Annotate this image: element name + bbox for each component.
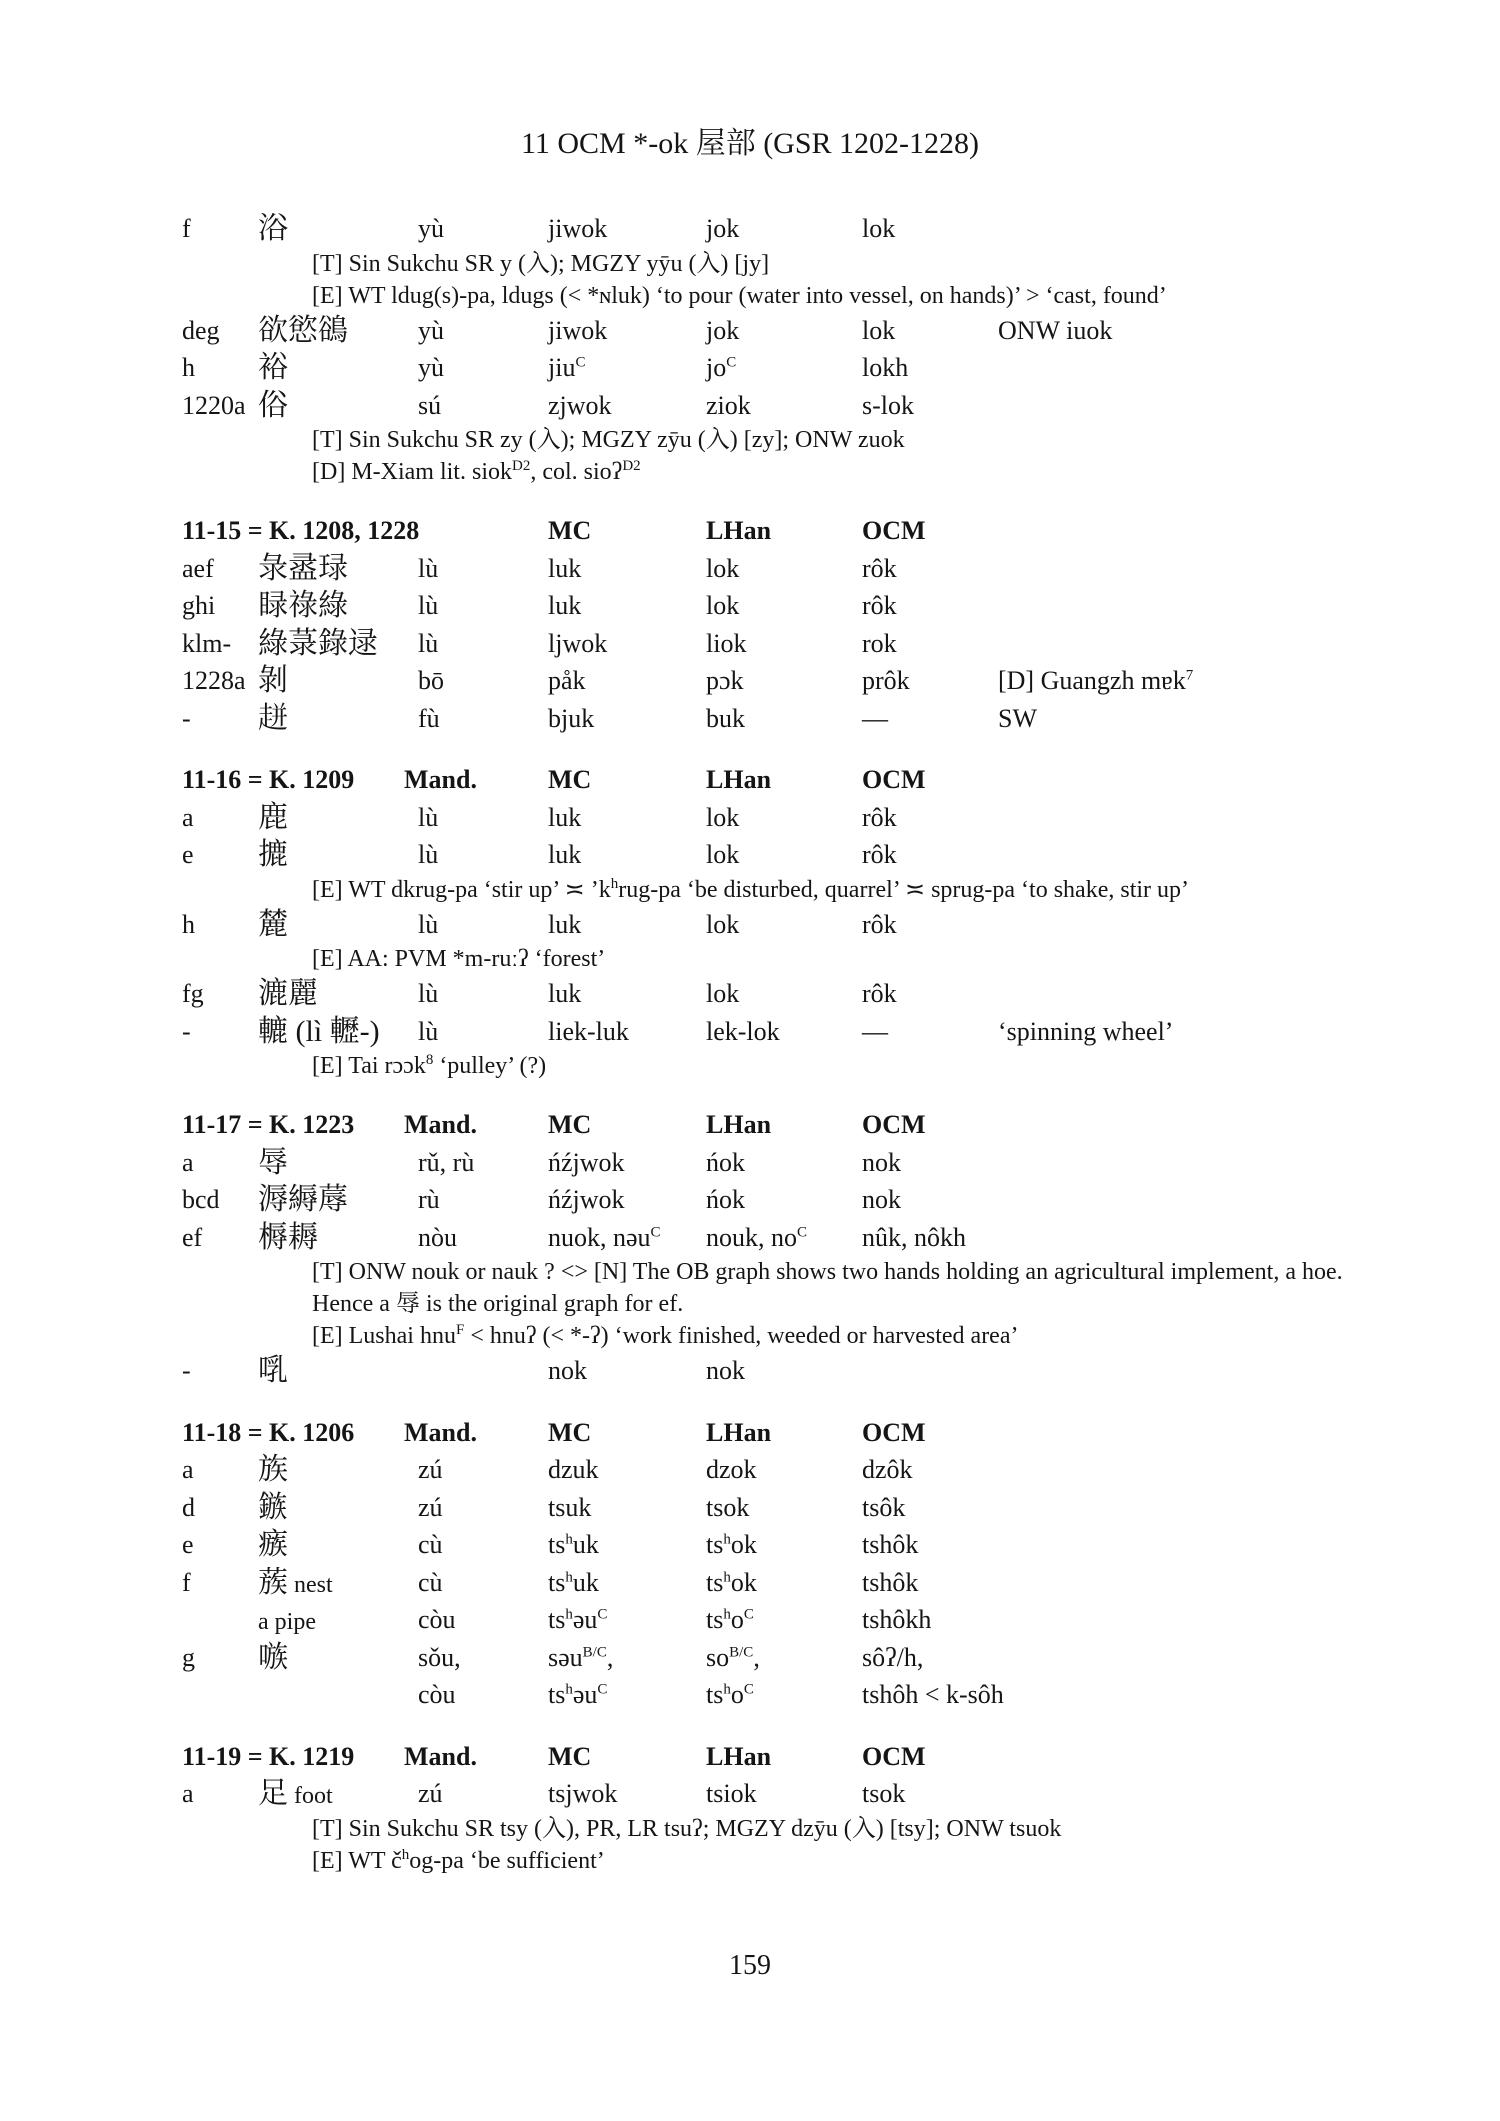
- entry-characters: [258, 1181, 348, 1219]
- entry-glyphs: 漉麗: [258, 977, 318, 1010]
- mandarin-reading: lù: [418, 591, 439, 620]
- entry-row: [182, 312, 1382, 350]
- entry-note: [T] Sin Sukchu SR tsy (入), PR, LR tsuʔ; MGZY dzȳu (入) [tsy]; ONW tsuok: [312, 1815, 1062, 1842]
- column-head-lhan: LHan: [706, 1741, 772, 1771]
- column-head-mc: MC: [548, 1741, 592, 1771]
- entry-id: f: [182, 1567, 191, 1597]
- entry-glyphs: 辱: [258, 1145, 288, 1179]
- old-chinese: nûk, nôkh: [862, 1222, 966, 1252]
- later-han: ziok: [706, 390, 751, 420]
- entry-note: [D] M-Xiam lit. siok$^{D2}$, col. sioʔ$^{D2}$: [312, 458, 641, 485]
- entry-row: [182, 1676, 1382, 1714]
- mandarin-reading: lù: [418, 979, 439, 1008]
- entry-note: [E] WT ldug(s)-pa, ldugs (< *ɴluk) ‘to pour (water into vessel, on hands)’ > ‘cast, found’: [312, 282, 1167, 309]
- later-han: ńok: [706, 1185, 745, 1214]
- middle-chinese: nuok, nəu$^C$: [548, 1222, 661, 1252]
- old-chinese: s-lok: [862, 390, 914, 420]
- entry-characters: [258, 700, 288, 738]
- karlgren-reference: = K. 1209: [241, 765, 355, 794]
- entry-id: f: [182, 214, 191, 243]
- column-head-mc: MC: [548, 516, 592, 545]
- series-number: 11-15: [182, 516, 242, 545]
- entry-row: [182, 799, 1382, 837]
- old-chinese: lok: [862, 214, 896, 243]
- entry-row: [182, 625, 1382, 663]
- entry-id: a: [182, 1779, 194, 1808]
- middle-chinese: luk: [548, 909, 582, 939]
- old-chinese: tshôk: [862, 1567, 919, 1597]
- entry-glyphs: 睩祿綠: [258, 589, 348, 622]
- series-11-18: [182, 1414, 1382, 1714]
- old-chinese: —: [862, 1016, 888, 1046]
- later-han: $ts^ho^C$: [706, 1605, 754, 1634]
- old-chinese: lokh: [862, 353, 909, 382]
- entry-row: [182, 906, 1382, 944]
- later-han: ńok: [706, 1147, 745, 1177]
- entry-row: [182, 1219, 1382, 1257]
- entry-glyphs: 摝: [258, 838, 288, 871]
- old-chinese: rôk: [862, 840, 897, 869]
- entry-glyphs: 鹿: [258, 800, 288, 834]
- entry-row: [182, 1639, 1382, 1677]
- later-han: lek-lok: [706, 1016, 780, 1046]
- later-han: lok: [706, 840, 740, 869]
- series-number: 11-17: [182, 1110, 242, 1139]
- column-head-ocm: OCM: [862, 516, 926, 545]
- middle-chinese: luk: [548, 591, 582, 620]
- later-han: $ts^hok$: [706, 1530, 757, 1559]
- series-id: [182, 1738, 354, 1776]
- series-11-19: [182, 1738, 1382, 1877]
- entry-id: bcd: [182, 1185, 220, 1214]
- entry-glyphs: 嗾: [258, 1640, 288, 1674]
- series-11-16: [182, 761, 1382, 1082]
- entry-characters: [258, 1775, 333, 1816]
- entry-id: a: [182, 1147, 194, 1177]
- entry-characters: [258, 1489, 288, 1527]
- entry-row: [182, 700, 1382, 738]
- entry-id: g: [182, 1642, 195, 1672]
- later-han: tsok: [706, 1492, 750, 1522]
- mandarin-reading: còu: [418, 1680, 456, 1709]
- middle-chinese: liek-luk: [548, 1016, 629, 1046]
- middle-chinese: jiu$^C$: [548, 353, 586, 382]
- later-han: jok: [706, 315, 740, 345]
- middle-chinese: nok: [548, 1356, 587, 1385]
- old-chinese: lok: [862, 315, 896, 345]
- entry-gloss-tag: foot: [288, 1783, 333, 1809]
- column-head-mand: Mand.: [404, 1110, 477, 1139]
- entry-glyphs: 族: [258, 1453, 288, 1486]
- old-chinese: rôk: [862, 553, 897, 583]
- entry-row: [182, 836, 1382, 874]
- entry-glyphs: 麓: [258, 907, 288, 941]
- mandarin-reading: sǒu,: [418, 1642, 461, 1672]
- column-head-mand: Mand.: [404, 1741, 477, 1771]
- entry-id: a: [182, 802, 194, 832]
- entry-note: [T] Sin Sukchu SR zy (入); MGZY zȳu (入) [zy]; ONW zuok: [312, 427, 905, 453]
- entry-characters: [258, 1526, 288, 1564]
- entry-characters: [258, 1564, 333, 1605]
- middle-chinese: jiwok: [548, 214, 608, 243]
- entry-characters: [258, 1013, 380, 1051]
- entry-row: [182, 1564, 1382, 1602]
- entry-glyphs: 裕: [258, 351, 288, 384]
- mandarin-reading: zú: [418, 1492, 443, 1522]
- entry-extra: SW: [998, 703, 1037, 733]
- later-han: lok: [706, 591, 740, 620]
- middle-chinese: luk: [548, 979, 582, 1008]
- entry-glyphs: 綠菉錄逯: [258, 626, 378, 660]
- old-chinese: rôk: [862, 802, 897, 832]
- series-header: [182, 761, 1382, 799]
- entry-extra: ONW iuok: [998, 315, 1113, 345]
- entry-row: [182, 1013, 1382, 1051]
- entry-row: [182, 1181, 1382, 1219]
- entry-characters: [258, 349, 288, 387]
- old-chinese: rôk: [862, 591, 897, 620]
- old-chinese: dzôk: [862, 1455, 913, 1484]
- entry-id: -: [182, 1356, 191, 1385]
- entry-row: [182, 1601, 1382, 1639]
- entry-characters: [258, 1639, 288, 1677]
- entry-characters: [258, 387, 288, 425]
- middle-chinese: zjwok: [548, 390, 612, 420]
- mandarin-reading: lù: [418, 628, 439, 658]
- mandarin-reading: lù: [418, 1016, 439, 1046]
- entry-characters: [258, 625, 378, 663]
- entry-glyphs: 欲慾鵒: [258, 313, 348, 347]
- later-han: lok: [706, 553, 740, 583]
- column-head-lhan: LHan: [706, 516, 772, 545]
- old-chinese: nok: [862, 1147, 901, 1177]
- middle-chinese: bjuk: [548, 703, 595, 733]
- old-chinese: rôk: [862, 909, 897, 939]
- mandarin-reading: lù: [418, 909, 439, 939]
- later-han: dzok: [706, 1455, 757, 1484]
- middle-chinese: ljwok: [548, 628, 608, 658]
- column-head-mc: MC: [548, 765, 592, 794]
- column-head-lhan: LHan: [706, 765, 772, 794]
- mandarin-reading: rù: [418, 1185, 440, 1214]
- column-head-lhan: LHan: [706, 1417, 772, 1447]
- middle-chinese: luk: [548, 553, 582, 583]
- series-header: [182, 1414, 1382, 1452]
- entry-characters: [258, 1219, 318, 1257]
- middle-chinese: $ts^həu^C$: [548, 1680, 608, 1709]
- dictionary-content: [182, 210, 1382, 1901]
- mandarin-reading: yù: [418, 353, 444, 382]
- series-number: 11-19: [182, 1741, 242, 1771]
- mandarin-reading: nòu: [418, 1222, 457, 1252]
- series-id: [182, 1106, 354, 1144]
- entry-characters: [258, 906, 288, 944]
- entry-extra: ‘spinning wheel’: [998, 1016, 1174, 1046]
- mandarin-reading: rǔ, rù: [418, 1147, 475, 1177]
- mandarin-reading: cù: [418, 1567, 443, 1597]
- old-chinese: tshôkh: [862, 1605, 932, 1634]
- entry-note: [E] WT $č^hog-pa$ ‘be sufficient’: [312, 1846, 605, 1874]
- middle-chinese: tsjwok: [548, 1779, 618, 1808]
- entry-row: [182, 349, 1382, 387]
- column-head-mc: MC: [548, 1417, 592, 1447]
- mandarin-reading: cù: [418, 1530, 443, 1559]
- entry-row: [182, 387, 1382, 425]
- entry-characters: [258, 1352, 288, 1390]
- middle-chinese: påk: [548, 666, 586, 695]
- karlgren-reference: = K. 1219: [241, 1741, 355, 1771]
- later-han: lok: [706, 802, 740, 832]
- entry-note: [E] Tai rɔɔk$^8$ ‘pulley’ (?): [312, 1052, 547, 1079]
- entry-glyphs: 剝: [258, 664, 288, 697]
- entry-glyphs: 溽縟蓐: [258, 1183, 348, 1216]
- mandarin-reading: lù: [418, 553, 439, 583]
- middle-chinese: ńźjwok: [548, 1147, 625, 1177]
- mandarin-reading: yù: [418, 214, 444, 243]
- entry-characters: [258, 550, 348, 588]
- entry-note: [E] Lushai hnu$^F$ < hnuʔ (< *-ʔ) ‘work finished, weeded or harvested area’: [312, 1322, 1019, 1349]
- entry-glyphs: 啂: [258, 1354, 288, 1387]
- entry-glyphs: 瘯: [258, 1528, 288, 1561]
- series-id: [182, 1414, 354, 1452]
- later-han: $ts^hok$: [706, 1567, 757, 1597]
- mandarin-reading: zú: [418, 1779, 443, 1808]
- entry-row: [182, 662, 1382, 700]
- old-chinese: tshôk: [862, 1530, 919, 1559]
- entry-gloss-tag: nest: [288, 1571, 333, 1598]
- middle-chinese: luk: [548, 840, 582, 869]
- entry-glyphs: 轆 (lì 轣-): [258, 1014, 380, 1048]
- page-number: 159: [729, 1950, 771, 1981]
- entry-glyphs: 浴: [258, 212, 288, 245]
- entry-row: [182, 1489, 1382, 1527]
- entry-extra: [D] Guangzh mɐk$^7$: [998, 666, 1194, 695]
- middle-chinese: $ts^huk$: [548, 1567, 599, 1597]
- entry-row: [182, 210, 1382, 248]
- entry-id: fg: [182, 979, 204, 1008]
- mandarin-reading: còu: [418, 1605, 456, 1634]
- later-han: liok: [706, 628, 747, 658]
- entry-id: aef: [182, 553, 214, 583]
- entry-note: [E] WT dkrug-pa ‘stir up’ ≍ $’k^hrug-pa$ ‘be disturbed, quarrel’ ≍ sprug-pa ‘to shake, stir up’: [312, 875, 1190, 903]
- old-chinese: prôk: [862, 666, 910, 695]
- series-header: [182, 1106, 1382, 1144]
- entry-characters: [258, 836, 288, 874]
- page-header: 11 OCM *-ok 屋部 (GSR 1202-1228): [520, 127, 980, 160]
- column-head-ocm: OCM: [862, 765, 926, 794]
- entry-row: [182, 587, 1382, 625]
- middle-chinese: jiwok: [548, 315, 608, 345]
- karlgren-reference: = K. 1206: [241, 1417, 355, 1447]
- old-chinese: rok: [862, 628, 897, 658]
- later-han: tsiok: [706, 1779, 757, 1808]
- entry-glyphs: 鏃: [258, 1490, 288, 1524]
- column-head-mc: MC: [548, 1110, 592, 1139]
- old-chinese: rôk: [862, 979, 897, 1008]
- entry-characters: [258, 799, 288, 837]
- series-header: [182, 512, 1382, 550]
- entry-id: -: [182, 1016, 191, 1046]
- entry-id: ghi: [182, 591, 216, 620]
- mandarin-reading: bō: [418, 666, 444, 695]
- mandarin-reading: sú: [418, 390, 442, 420]
- entry-glyphs: 俗: [258, 388, 288, 422]
- series-header: [182, 1738, 1382, 1776]
- entry-note: [E] AA: PVM *m-ruːʔ ‘forest’: [312, 946, 606, 972]
- entry-gloss-tag: a pipe: [258, 1609, 316, 1635]
- column-head-ocm: OCM: [862, 1110, 926, 1139]
- later-han: nok: [706, 1356, 745, 1385]
- entry-id: h: [182, 353, 195, 382]
- series-id: [182, 512, 419, 550]
- entry-note: [T] Sin Sukchu SR y (入); MGZY yȳu (入) [jy]: [312, 250, 770, 277]
- middle-chinese: luk: [548, 802, 582, 832]
- later-han: lok: [706, 979, 740, 1008]
- karlgren-reference: = K. 1208, 1228: [241, 516, 420, 545]
- entry-id: -: [182, 703, 191, 733]
- entry-row: [182, 1352, 1382, 1390]
- old-chinese: tshôh < k-sôh: [862, 1680, 1004, 1709]
- old-chinese: tsôk: [862, 1492, 906, 1522]
- later-han: $jo^C$: [706, 353, 737, 382]
- series-id: [182, 761, 354, 799]
- entry-characters: [258, 312, 348, 350]
- later-han: jok: [706, 214, 740, 243]
- entry-row: [182, 1451, 1382, 1489]
- entry-row: [182, 1526, 1382, 1564]
- column-head-mand: Mand.: [404, 1417, 477, 1447]
- old-chinese: nok: [862, 1185, 901, 1214]
- middle-chinese: dzuk: [548, 1455, 599, 1484]
- entry-characters: [258, 662, 288, 700]
- entry-id: e: [182, 840, 194, 869]
- entry-id: klm-: [182, 628, 232, 658]
- entry-glyphs: 槈耨: [258, 1220, 318, 1254]
- entry-id: a: [182, 1455, 194, 1484]
- middle-chinese: $ts^huk$: [548, 1530, 599, 1559]
- entry-id: 1228a: [182, 666, 246, 695]
- old-chinese: sôʔ/h,: [862, 1642, 924, 1672]
- column-head-mand: Mand.: [404, 765, 477, 794]
- old-chinese: —: [862, 703, 888, 733]
- karlgren-reference: = K. 1223: [241, 1110, 355, 1139]
- later-han: nouk, $no^C$: [706, 1222, 808, 1252]
- column-head-ocm: OCM: [862, 1741, 926, 1771]
- entry-row: [182, 1775, 1382, 1813]
- entry-characters: [258, 1144, 288, 1182]
- middle-chinese: tsuk: [548, 1492, 592, 1522]
- mandarin-reading: lù: [418, 840, 439, 869]
- continued-entries: [182, 210, 1382, 488]
- middle-chinese: ńźjwok: [548, 1185, 625, 1214]
- entry-characters: [258, 1451, 288, 1489]
- entry-id: ef: [182, 1222, 203, 1252]
- old-chinese: tsok: [862, 1779, 906, 1808]
- series-number: 11-18: [182, 1417, 242, 1447]
- column-head-ocm: OCM: [862, 1417, 926, 1447]
- entry-row: [182, 550, 1382, 588]
- mandarin-reading: lù: [418, 802, 439, 832]
- entry-glyphs: 足: [258, 1777, 288, 1810]
- entry-characters: [258, 587, 348, 625]
- mandarin-reading: zú: [418, 1455, 443, 1484]
- entry-glyphs: 蔟: [258, 1565, 288, 1599]
- later-han: buk: [706, 703, 745, 733]
- mandarin-reading: yù: [418, 315, 444, 345]
- entry-id: d: [182, 1492, 195, 1522]
- entry-id: h: [182, 909, 195, 939]
- column-head-lhan: LHan: [706, 1110, 772, 1139]
- entry-characters: [258, 1601, 316, 1642]
- entry-id: e: [182, 1530, 194, 1559]
- mandarin-reading: fù: [418, 703, 440, 733]
- series-11-15: [182, 512, 1382, 737]
- later-han: lok: [706, 909, 740, 939]
- entry-characters: [258, 210, 288, 248]
- entry-glyphs: 彔盝琭: [258, 551, 348, 585]
- later-han: pɔk: [706, 666, 744, 695]
- entry-id: deg: [182, 315, 220, 345]
- entry-id: 1220a: [182, 390, 246, 420]
- entry-row: [182, 1144, 1382, 1182]
- middle-chinese: səu$^{B/C}$,: [548, 1642, 614, 1672]
- entry-row: [182, 975, 1382, 1013]
- later-han: $so^{B/C}$,: [706, 1642, 760, 1672]
- series-11-17: [182, 1106, 1382, 1390]
- later-han: $ts^ho^C$: [706, 1680, 754, 1709]
- series-number: 11-16: [182, 765, 242, 794]
- entry-glyphs: 𧻓: [258, 701, 288, 735]
- entry-note: [T] ONW nouk or nauk ? <> [N] The OB graph shows two hands holding an agricultural implement, a hoe. Hence a 辱 is the original graph for ef.: [312, 1259, 1343, 1317]
- entry-characters: [258, 975, 318, 1013]
- middle-chinese: $ts^həu^C$: [548, 1605, 608, 1634]
